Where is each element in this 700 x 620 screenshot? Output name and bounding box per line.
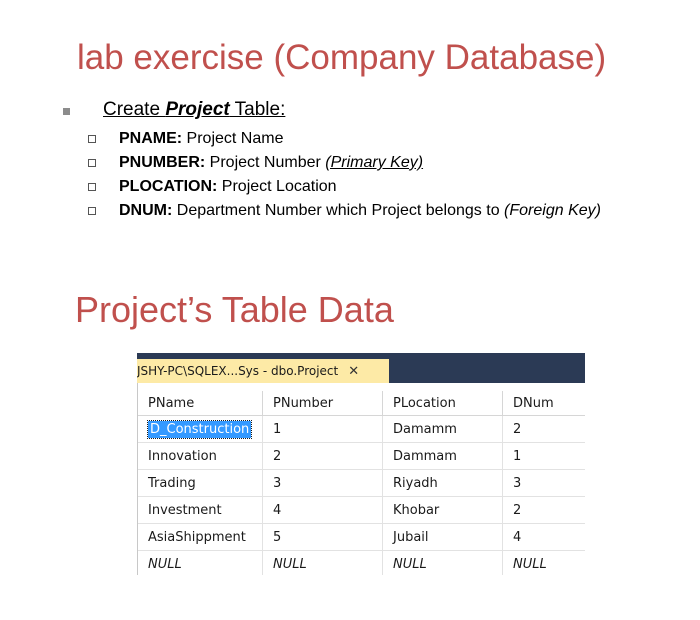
field-desc: Project Location	[217, 178, 337, 195]
checkbox-bullet-icon	[88, 135, 96, 143]
checkbox-bullet-icon	[88, 207, 96, 215]
field-item	[88, 200, 608, 222]
field-item	[88, 152, 608, 174]
tab-dbo-project[interactable]	[137, 359, 389, 383]
table-cell[interactable]: 5	[263, 524, 383, 550]
table-cell[interactable]: 1	[263, 416, 383, 442]
slide-title: lab exercise (Company Database)	[77, 38, 607, 77]
field-desc: Project Name	[182, 130, 284, 147]
field-item	[88, 176, 608, 198]
table-cell[interactable]: NULL	[263, 551, 383, 575]
table-cell[interactable]: 3	[513, 475, 522, 491]
field-desc: Project Number	[205, 154, 326, 171]
field-key: PNUMBER:	[119, 154, 206, 171]
table-cell[interactable]: Jubail	[383, 524, 503, 550]
field-key: DNUM:	[119, 202, 173, 219]
table-row[interactable]	[138, 443, 585, 470]
cell-text: D_Construction	[150, 421, 250, 437]
main-bullet-suffix: Table:	[229, 99, 286, 120]
field-list	[88, 128, 608, 224]
table-row[interactable]	[138, 524, 585, 551]
field-key: PLOCATION:	[119, 178, 218, 195]
table-cell[interactable]: NULL	[383, 551, 503, 575]
checkbox-bullet-icon	[88, 159, 96, 167]
column-header-plocation[interactable]: PLocation	[383, 391, 503, 415]
table-cell[interactable]: 2	[263, 443, 383, 469]
main-bullet-prefix: Create	[103, 99, 166, 120]
table-cell[interactable]: Investment	[138, 497, 263, 523]
table-cell[interactable]: 4	[513, 529, 522, 545]
main-bullet-text	[103, 99, 285, 121]
table-cell[interactable]: Innovation	[138, 443, 263, 469]
column-header-dnum[interactable]: DNum	[503, 391, 585, 415]
field-key: PNAME:	[119, 130, 183, 147]
table-cell[interactable]: NULL	[513, 556, 547, 572]
table-row[interactable]	[138, 470, 585, 497]
column-header-pname[interactable]: PName	[138, 391, 263, 415]
table-cell[interactable]: 4	[263, 497, 383, 523]
table-cell[interactable]: Riyadh	[383, 470, 503, 496]
table-row[interactable]	[138, 416, 585, 443]
square-bullet-icon	[63, 108, 70, 115]
field-desc: Department Number which Project belongs to	[172, 202, 505, 219]
table-cell[interactable]: NULL	[138, 551, 263, 575]
checkbox-bullet-icon	[88, 183, 96, 191]
tab-label: JSHY-PC\SQLEX...Sys - dbo.Project	[137, 364, 339, 378]
close-icon[interactable]: ✕	[348, 363, 360, 379]
table-cell[interactable]: AsiaShippment	[138, 524, 263, 550]
main-bullet-emphasis: Project	[165, 99, 230, 120]
table-cell[interactable]: 3	[263, 470, 383, 496]
table-cell-selected[interactable]	[138, 416, 263, 442]
table-row-new[interactable]	[138, 551, 585, 575]
table-cell[interactable]: 1	[513, 448, 522, 464]
table-cell[interactable]: Damamm	[383, 416, 503, 442]
field-note: (Primary Key)	[325, 154, 424, 171]
table-cell[interactable]: Trading	[138, 470, 263, 496]
table-cell[interactable]: 2	[513, 502, 522, 518]
tab-strip	[137, 353, 585, 383]
section-title: Project’s Table Data	[75, 289, 394, 330]
field-note: (Foreign Key)	[504, 202, 601, 219]
grid-header-row	[138, 391, 585, 416]
table-cell[interactable]: Dammam	[383, 443, 503, 469]
table-cell[interactable]: 2	[513, 421, 522, 437]
query-results-window	[137, 353, 585, 575]
column-header-pnumber[interactable]: PNumber	[263, 391, 383, 415]
field-item	[88, 128, 608, 150]
table-cell[interactable]: Khobar	[383, 497, 503, 523]
table-row[interactable]	[138, 497, 585, 524]
results-grid	[137, 383, 585, 575]
